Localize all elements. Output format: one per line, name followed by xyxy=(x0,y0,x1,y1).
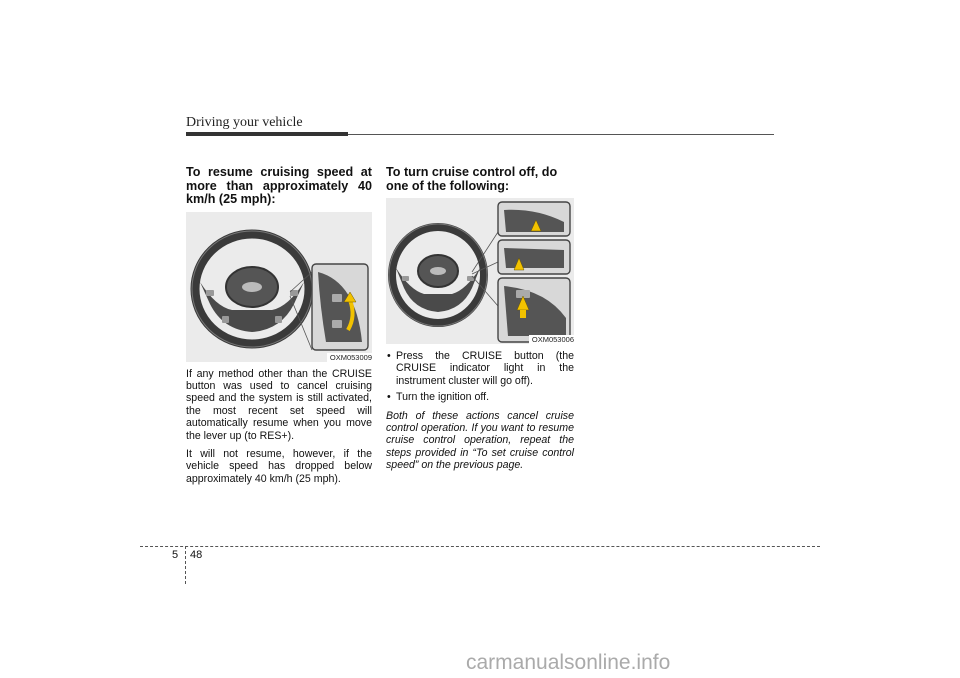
resume-paragraph-2: It will not resume, however, if the vehicle speed has dropped below approximately 40 km/h (25 mph). xyxy=(186,447,372,485)
page-header-title: Driving your vehicle xyxy=(186,115,303,130)
cruise-off-note: Both of these actions cancel cruise control operation. If you want to resume cruise control operation, repeat the steps provided in “To set cruise control speed” on the previous page. xyxy=(386,409,574,472)
right-column xyxy=(386,166,574,472)
cruise-off-heading: To turn cruise control off, do one of the following: xyxy=(386,165,558,193)
list-item: • Press the CRUISE button (the CRUISE indicator light in the instrument cluster will go off). xyxy=(386,350,574,387)
steering-wheel-image xyxy=(186,212,372,362)
left-column xyxy=(186,166,372,485)
steering-wheel-image xyxy=(386,198,574,344)
steering-wheel-cruise-off-illustration xyxy=(386,198,574,344)
cruise-off-options xyxy=(386,350,574,404)
steering-wheel-resume-illustration xyxy=(186,212,372,362)
figure-code: OXM053006 xyxy=(529,335,574,344)
resume-paragraph-1: If any method other than the CRUISE button was used to cancel cruising speed and the system is still activated, the most recent set speed will automatically resume when you move the lever up (to RES+). xyxy=(186,367,372,442)
footer-rule xyxy=(140,546,820,547)
list-item: • Turn the ignition off. xyxy=(386,391,574,403)
watermark: carmanualsonline.info xyxy=(466,651,671,674)
chapter-number: 5 xyxy=(172,549,179,561)
resume-speed-heading: To resume cruising speed at more than approximately 40 km/h (25 mph): xyxy=(186,165,372,206)
figure-code: OXM053009 xyxy=(327,353,372,362)
footer-divider xyxy=(185,546,186,584)
page-number: 48 xyxy=(190,549,203,561)
header-rule xyxy=(186,132,348,136)
header-rule-thin xyxy=(348,134,774,135)
